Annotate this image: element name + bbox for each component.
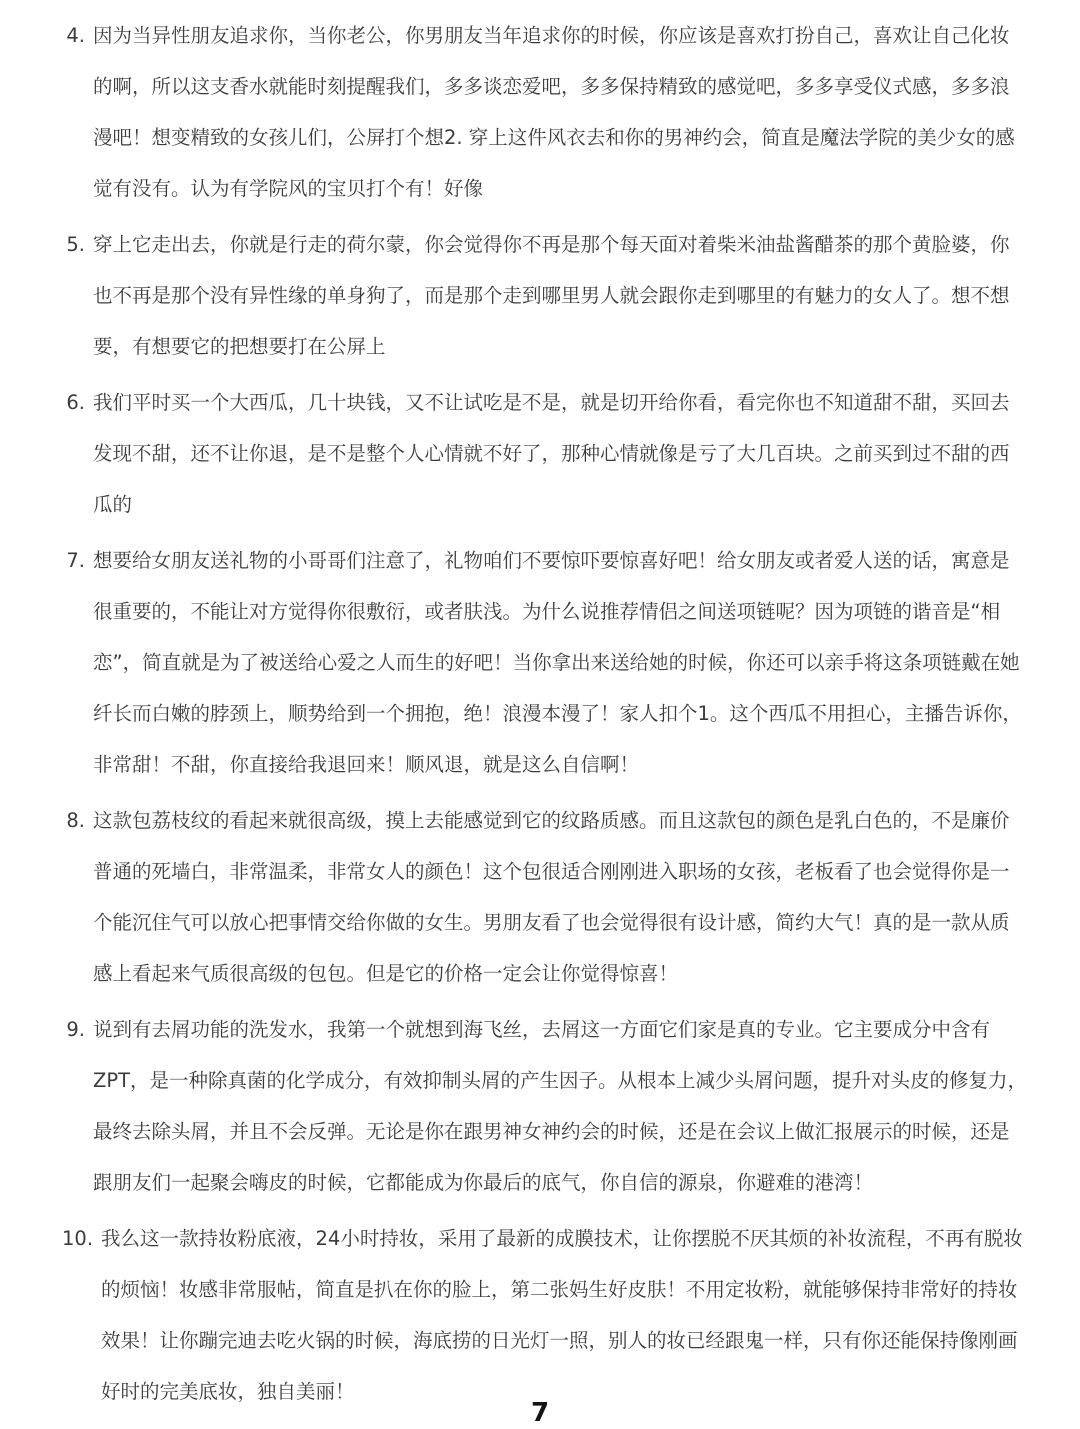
item-number: 10. — [62, 1227, 94, 1250]
item-number: 6. — [66, 391, 85, 414]
item-text: 想要给女朋友送礼物的小哥哥们注意了，礼物咱们不要惊吓要惊喜好吧！给女朋友或者爱人送的话，寓意是很重要的，不能让对方觉得你很敷衍，或者肤浅。为什么说推荐情侣之间送项链呢？因为项链的谐音是“相恋”，简直就是为了被送给心爱之人而生的好吧！当你拿出来送给她的时候，你还可以亲手将这条项链戴在她纤长而白嫩的脖颈上，顺势给到一个拥抱，绝！浪漫本漫了！家人扣个1。这个西瓜不用担心，主播告诉你，非常甜！不甜，你直接给我退回来！顺风退，就是这么自信啊！ — [93, 549, 1022, 776]
item-text: 这款包荔枝纹的看起来就很高级，摸上去能感觉到它的纹路质感。而且这款包的颜色是乳白色的，不是廉价普通的死墙白，非常温柔，非常女人的颜色！这个包很适合刚刚进入职场的女孩，老板看了也会觉得你是一个能沉住气可以放心把事情交给你做的女生。男朋友看了也会觉得很有设计感，简约大气！真的是一款从质感上看起来气质很高级的包包。但是它的价格一定会让你觉得惊喜！ — [93, 809, 1010, 985]
item-text: 我么这一款持妆粉底液，24小时持妆，采用了最新的成膜技术，让你摆脱不厌其烦的补妆流程，不再有脱妆的烦恼！妆感非常服帖，简直是扒在你的脸上，第二张妈生好皮肤！不用定妆粉，就能够保持非常好的持妆效果！让你蹦完迪去吃火锅的时候，海底捞的日光灯一照，别人的妆已经跟鬼一样，只有你还能保持像刚画好时的完美底妆，独自美丽！ — [101, 1227, 1023, 1403]
list-item — [62, 10, 1028, 214]
list-item — [62, 535, 1028, 790]
item-text: 穿上它走出去，你就是行走的荷尔蒙，你会觉得你不再是那个每天面对着柴米油盐酱醋茶的那个黄脸婆，你也不再是那个没有异性缘的单身狗了，而是那个走到哪里男人就会跟你走到哪里的有魅力的女人了。想不想要，有想要它的把想要打在公屏上 — [93, 233, 1010, 358]
item-number: 4. — [66, 24, 85, 47]
list-item — [62, 1213, 1028, 1417]
item-text: 说到有去屑功能的洗发水，我第一个就想到海飞丝，去屑这一方面它们家是真的专业。它主要成分中含有ZPT，是一种除真菌的化学成分，有效抑制头屑的产生因子。从根本上减少头屑问题，提升对头皮的修复力，最终去除头屑，并且不会反弹。无论是你在跟男神女神约会的时候，还是在会议上做汇报展示的时候，还是跟朋友们一起聚会嗨皮的时候，它都能成为你最后的底气，你自信的源泉，你避难的港湾！ — [93, 1018, 1028, 1194]
item-text: 我们平时买一个大西瓜，几十块钱，又不让试吃是不是，就是切开给你看，看完你也不知道甜不甜，买回去发现不甜，还不让你退，是不是整个人心情就不好了，那种心情就像是亏了大几百块。之前买到过不甜的西瓜的 — [93, 391, 1010, 516]
page-number: 7 — [530, 1398, 550, 1428]
list-item — [62, 1004, 1028, 1208]
list-item — [62, 795, 1028, 999]
item-number: 8. — [66, 809, 85, 832]
list-item — [62, 219, 1028, 372]
item-number: 5. — [66, 233, 85, 256]
list-item — [62, 377, 1028, 530]
item-number: 7. — [66, 549, 85, 572]
item-number: 9. — [66, 1018, 85, 1041]
item-text: 因为当异性朋友追求你，当你老公，你男朋友当年追求你的时候，你应该是喜欢打扮自己，喜欢让自己化妆的啊，所以这支香水就能时刻提醒我们，多多谈恋爱吧，多多保持精致的感觉吧，多多享受仪式感，多多浪漫吧！想变精致的女孩儿们，公屏打个想2. 穿上这件风衣去和你的男神约会，简直是魔法学院的美少女的感觉有没有。认为有学院风的宝贝打个有！好像 — [93, 24, 1015, 200]
